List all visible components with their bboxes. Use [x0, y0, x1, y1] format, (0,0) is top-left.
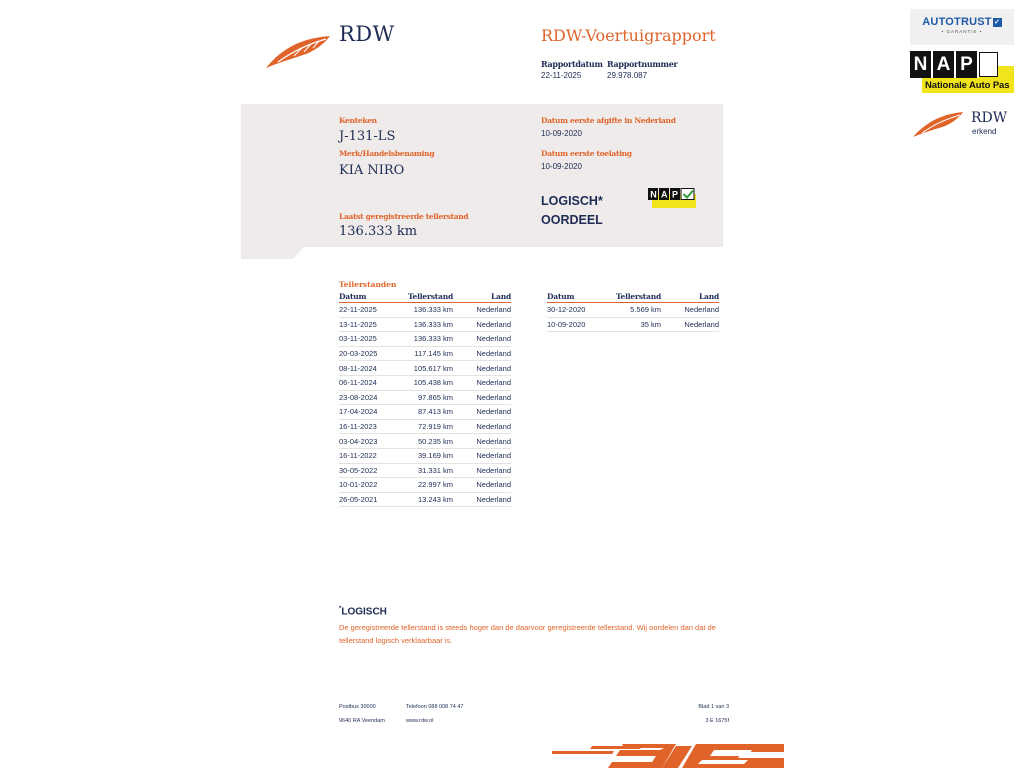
- reading-date: 16-11-2023: [339, 419, 391, 434]
- table-row: [339, 434, 511, 449]
- col-country: Land: [661, 292, 719, 303]
- col-km: Tellerstand: [391, 292, 453, 303]
- reading-country: Nederland: [453, 317, 511, 332]
- reading-date: 23-08-2024: [339, 390, 391, 405]
- reading-km: 136.333 km: [391, 303, 453, 318]
- reading-km: 50.235 km: [391, 434, 453, 449]
- table-row: [339, 317, 511, 332]
- reading-km: 22.997 km: [391, 478, 453, 493]
- verdict-line-1: LOGISCH*: [541, 194, 603, 208]
- autotrust-badge: [910, 9, 1014, 45]
- nap-blank-box: [979, 52, 998, 77]
- brand-title: RDW: [339, 22, 395, 46]
- footer-postbus: Postbus 30000: [339, 704, 376, 710]
- table-row: [339, 346, 511, 361]
- nap-letter-n: N: [910, 51, 933, 78]
- table-row: [339, 448, 511, 463]
- reading-date: 30-12-2020: [547, 303, 599, 318]
- table-row: [339, 492, 511, 507]
- nap-letters: [910, 51, 998, 78]
- odometer-label: Laatst geregistreerde tellerstand: [339, 212, 469, 221]
- reading-country: Nederland: [453, 448, 511, 463]
- reading-date: 13-11-2025: [339, 317, 391, 332]
- readings-title: Tellerstanden: [339, 280, 397, 289]
- col-km: Tellerstand: [599, 292, 661, 303]
- footnote-title-text: LOGISCH: [341, 606, 387, 618]
- plate-label: Kenteken: [339, 116, 377, 125]
- table-row: [339, 303, 511, 318]
- reading-date: 17-04-2024: [339, 405, 391, 420]
- reading-date: 03-11-2025: [339, 332, 391, 347]
- reading-date: 08-11-2024: [339, 361, 391, 376]
- table-row: [339, 419, 511, 434]
- reading-km: 97.865 km: [391, 390, 453, 405]
- reading-date: 30-05-2022: [339, 463, 391, 478]
- check-icon: ✓: [994, 19, 1001, 26]
- autotrust-sub: • GARANTIE •: [941, 29, 983, 34]
- rdw-erkend-feather-logo: [912, 108, 964, 138]
- report-title: RDW-Voertuigrapport: [541, 26, 716, 45]
- nap-badge: [910, 51, 1014, 93]
- svg-text:A: A: [661, 189, 668, 200]
- reading-country: Nederland: [453, 346, 511, 361]
- table-row: [339, 478, 511, 493]
- first-admission-value: 10-09-2020: [541, 162, 582, 171]
- reading-km: 13.243 km: [391, 492, 453, 507]
- table-row: [339, 390, 511, 405]
- readings-table-left: [339, 292, 511, 507]
- reading-country: Nederland: [453, 419, 511, 434]
- reading-country: Nederland: [453, 303, 511, 318]
- reading-date: 10-01-2022: [339, 478, 391, 493]
- svg-text:P: P: [672, 189, 679, 200]
- table-row: [547, 317, 719, 332]
- reading-country: Nederland: [453, 434, 511, 449]
- nap-letter-p: P: [956, 51, 979, 78]
- footer-city: 9640 RA Veendam: [339, 718, 385, 724]
- reading-country: Nederland: [453, 463, 511, 478]
- reading-country: Nederland: [661, 317, 719, 332]
- verdict-line-2: OORDEEL: [541, 213, 603, 227]
- table-header-row: [547, 292, 719, 303]
- reading-km: 136.333 km: [391, 317, 453, 332]
- rdw-feather-logo: [264, 30, 332, 70]
- report-date-label: Rapportdatum: [541, 59, 603, 69]
- col-country: Land: [453, 292, 511, 303]
- col-date: Datum: [547, 292, 599, 303]
- reading-country: Nederland: [453, 332, 511, 347]
- reading-km: 39.169 km: [391, 448, 453, 463]
- odometer-verdict: [541, 192, 603, 230]
- reading-date: 16-11-2022: [339, 448, 391, 463]
- reading-km: 117.145 km: [391, 346, 453, 361]
- nap-name: Nationale Auto Pas: [925, 80, 1010, 91]
- table-row: [339, 405, 511, 420]
- footer-page: Blad 1 van 3: [698, 704, 729, 710]
- reading-date: 26-05-2021: [339, 492, 391, 507]
- plate-value: J-131-LS: [339, 129, 396, 144]
- reading-km: 5.569 km: [599, 303, 661, 318]
- table-row: [547, 303, 719, 318]
- report-date: 22-11-2025: [541, 71, 582, 80]
- nap-check-logo: [648, 188, 696, 208]
- nap-letter-a: A: [933, 51, 956, 78]
- first-issue-nl-label: Datum eerste afgifte in Nederland: [541, 116, 676, 125]
- reading-date: 03-04-2023: [339, 434, 391, 449]
- reading-km: 31.331 km: [391, 463, 453, 478]
- table-row: [339, 375, 511, 390]
- svg-text:N: N: [650, 189, 657, 200]
- footnote-title: *LOGISCH: [339, 606, 387, 618]
- make-value: KIA NIRO: [339, 163, 405, 178]
- reading-date: 22-11-2025: [339, 303, 391, 318]
- first-issue-nl-value: 10-09-2020: [541, 129, 582, 138]
- table-row: [339, 463, 511, 478]
- first-admission-label: Datum eerste toelating: [541, 149, 632, 158]
- table-row: [339, 332, 511, 347]
- footer-code: 3 E 1675f: [705, 718, 729, 724]
- readings-table-right: [547, 292, 719, 332]
- footer-stripe-graphic: [552, 744, 784, 768]
- reading-date: 10-09-2020: [547, 317, 599, 332]
- reading-km: 35 km: [599, 317, 661, 332]
- col-date: Datum: [339, 292, 391, 303]
- reading-country: Nederland: [453, 361, 511, 376]
- reading-country: Nederland: [661, 303, 719, 318]
- reading-km: 105.438 km: [391, 375, 453, 390]
- reading-country: Nederland: [453, 478, 511, 493]
- panel-tail: [241, 246, 305, 259]
- odometer-value: 136.333 km: [339, 224, 418, 239]
- reading-km: 136.333 km: [391, 332, 453, 347]
- table-row: [339, 361, 511, 376]
- reading-country: Nederland: [453, 390, 511, 405]
- footer-web: www.rdw.nl: [406, 718, 434, 724]
- report-number: 29.978.087: [607, 71, 648, 80]
- reading-date: 06-11-2024: [339, 375, 391, 390]
- rdw-erkend-sub: erkend: [972, 127, 997, 136]
- autotrust-name-text: AUTOTRUST: [922, 16, 992, 28]
- reading-km: 105.617 km: [391, 361, 453, 376]
- reading-km: 87.413 km: [391, 405, 453, 420]
- reading-country: Nederland: [453, 375, 511, 390]
- table-header-row: [339, 292, 511, 303]
- reading-country: Nederland: [453, 492, 511, 507]
- reading-country: Nederland: [453, 405, 511, 420]
- footnote-text: De geregistreerde tellerstand is steeds hoger dan de daarvoor geregistreerde tellerstand. Wij oordelen dan dat de tellerstand logisch verklaarbaar is.: [339, 623, 716, 645]
- rdw-erkend-name: RDW: [971, 110, 1008, 126]
- autotrust-name: [910, 16, 1014, 28]
- make-label: Merk/Handelsbenaming: [339, 149, 435, 158]
- reading-date: 20-03-2025: [339, 346, 391, 361]
- vehicle-info-panel: [241, 104, 723, 247]
- reading-km: 72.919 km: [391, 419, 453, 434]
- report-number-label: Rapportnummer: [607, 59, 678, 69]
- footer-phone: Telefoon 088 008 74 47: [406, 704, 464, 710]
